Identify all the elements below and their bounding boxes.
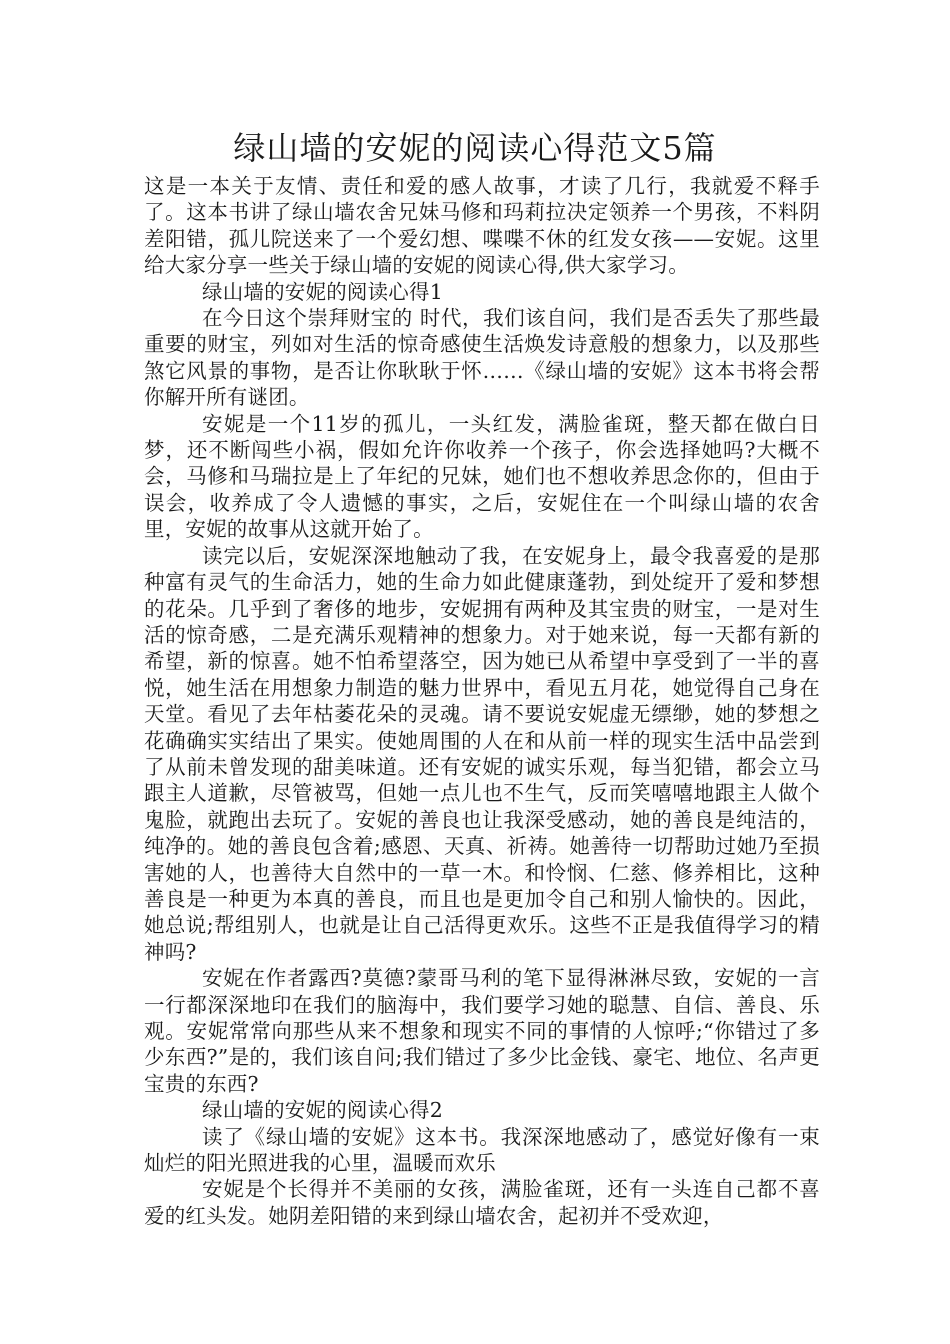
document-body [144, 173, 820, 1229]
document-title: 绿山墙的安妮的阅读心得范文5篇 [233, 129, 717, 167]
section2-paragraph-1: 读了《绿山墙的安妮》这本书。我深深地感动了，感觉好像有一束灿烂的阳光照进我的心里，温暖而欢乐 [144, 1124, 820, 1176]
section1-paragraph-1: 在今日这个崇拜财宝的 时代，我们该自问，我们是否丢失了那些最重要的财宝，列如对生活的惊奇感使生活焕发诗意般的想象力，以及那些煞它风景的事物，是否让你耿耿于怀……《绿山墙的安妮》这本书将会帮你解开所有谜团。 [144, 306, 820, 410]
section-heading-1: 绿山墙的安妮的阅读心得1 [202, 279, 443, 304]
section1-paragraph-2: 安妮是一个11岁的孤儿，一头红发，满脸雀斑，整天都在做白日梦，还不断闯些小祸，假如允许你收养一个孩子，你会选择她吗?大概不会，马修和马瑞拉是上了年纪的兄妹，她们也不想收养思念你的，但由于误会，收养成了令人遗憾的事实，之后，安妮住在一个叫绿山墙的农舍里，安妮的故事从这就开始了。 [144, 411, 820, 542]
intro-paragraph: 这是一本关于友情、责任和爱的感人故事，才读了几行，我就爱不释手了。这本书讲了绿山墙农舍兄妹马修和玛莉拉决定领养一个男孩，不料阴差阳错，孤儿院送来了一个爱幻想、喋喋不休的红发女孩——安妮。这里给大家分享一些关于绿山墙的安妮的阅读心得,供大家学习。 [144, 174, 820, 278]
section1-paragraph-4: 安妮在作者露西?莫德?蒙哥马利的笔下显得淋淋尽致，安妮的一言一行都深深地印在我们的脑海中，我们要学习她的聪慧、自信、善良、乐观。安妮常常向那些从来不想象和现实不同的事情的人惊呼;“你错过了多少东西?”是的，我们该自问;我们错过了多少比金钱、豪宅、地位、名声更宝贵的东西? [144, 966, 820, 1096]
section2-paragraph-2: 安妮是个长得并不美丽的女孩，满脸雀斑，还有一头连自己都不喜爱的红头发。她阴差阳错的来到绿山墙农舍，起初并不受欢迎， [144, 1177, 820, 1228]
section-heading-2: 绿山墙的安妮的阅读心得2 [202, 1098, 443, 1123]
section1-paragraph-3: 读完以后，安妮深深地触动了我，在安妮身上，最令我喜爱的是那种富有灵气的生命活力，她的生命力如此健康蓬勃，到处绽开了爱和梦想的花朵。几乎到了奢侈的地步，安妮拥有两种及其宝贵的财宝，一是对生活的惊奇感，二是充满乐观精神的想象力。对于她来说，每一天都有新的希望，新的惊喜。她不怕希望落空，因为她已从希望中享受到了一半的喜悦，她生活在用想象力制造的魅力世界中，看见五月花，她觉得自己身在天堂。看见了去年枯萎花朵的灵魂。请不要说安妮虚无缥缈，她的梦想之花确确实实结出了果实。使她周围的人在和从前一样的现实生活中品尝到了从前未曾发现的甜美味道。还有安妮的诚实乐观，每当犯错，都会立马跟主人道歉，尽管被骂，但她一点儿也不生气，反而笑嘻嘻地跟主人做个鬼脸，就跑出去玩了。安妮的善良也让我深受感动，她的善良是纯洁的，纯净的。她的善良包含着;感恩、天真、祈祷。她善待一切帮助过她乃至损害她的人，也善待大自然中的一草一木。和怜悯、仁慈、修养相比，这种善良是一种更为本真的善良，而且也是更加令自己和别人愉快的。因此，她总说;帮组别人，也就是让自己活得更欢乐。这些不正是我值得学习的精神吗? [144, 543, 820, 964]
